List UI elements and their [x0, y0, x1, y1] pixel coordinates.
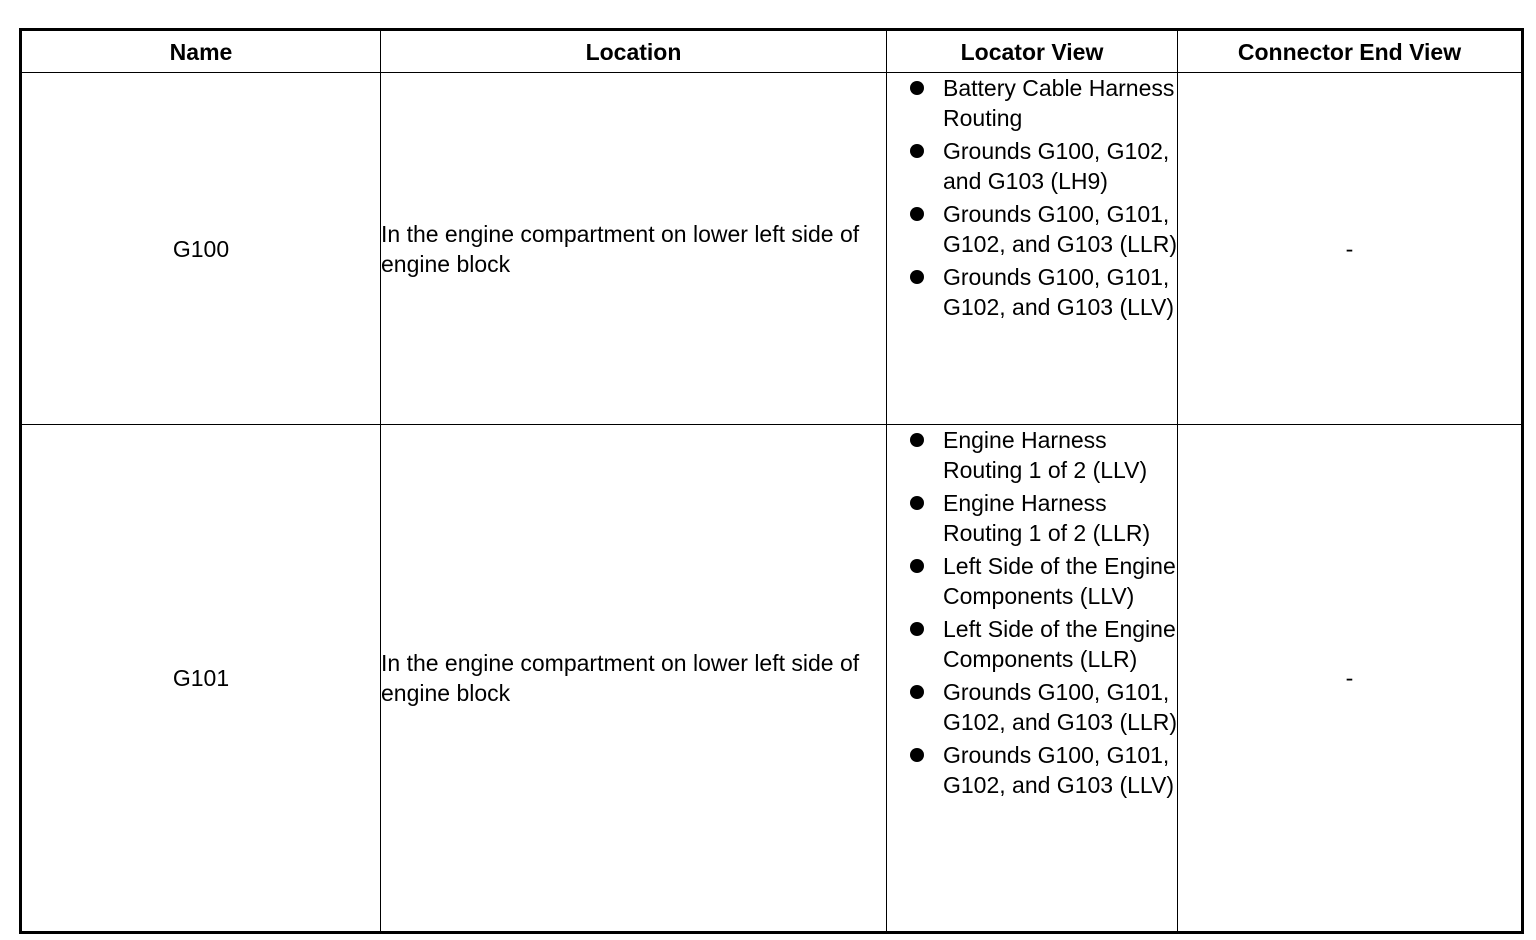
name-cell: G100	[21, 73, 381, 425]
bullet-icon	[910, 496, 924, 510]
connector-end-view-cell: -	[1178, 425, 1523, 933]
locator-view-list	[887, 425, 1177, 800]
connector-end-view-cell: -	[1178, 73, 1523, 425]
locator-view-list	[887, 73, 1177, 322]
bullet-icon	[910, 207, 924, 221]
name-cell: G101	[21, 425, 381, 933]
bullet-icon	[910, 433, 924, 447]
header-row	[21, 30, 1523, 73]
locator-view-cell	[887, 425, 1178, 933]
list-item	[887, 677, 1177, 737]
locator-link[interactable]: Grounds G100, G101, G102, and G103 (LLR)	[943, 201, 1177, 257]
bullet-icon	[910, 559, 924, 573]
table-row-g100	[21, 73, 1523, 425]
list-item	[887, 425, 1177, 485]
locator-view-cell	[887, 73, 1178, 425]
header-connector-end-view: Connector End View	[1178, 30, 1523, 73]
locator-link[interactable]: Engine Harness Routing 1 of 2 (LLR)	[943, 490, 1151, 546]
locator-link[interactable]: Grounds G100, G101, G102, and G103 (LLV)	[943, 742, 1174, 798]
bullet-icon	[910, 622, 924, 636]
list-item	[887, 740, 1177, 800]
locator-link[interactable]: Left Side of the Engine Components (LLR)	[943, 616, 1176, 672]
header-location: Location	[381, 30, 887, 73]
list-item	[887, 488, 1177, 548]
locator-link[interactable]: Left Side of the Engine Components (LLV)	[943, 553, 1176, 609]
bullet-icon	[910, 144, 924, 158]
header-name: Name	[21, 30, 381, 73]
header-locator-view: Locator View	[887, 30, 1178, 73]
location-cell: In the engine compartment on lower left side of engine block	[381, 73, 887, 425]
bullet-icon	[910, 685, 924, 699]
list-item	[887, 614, 1177, 674]
table-row-g101	[21, 425, 1523, 933]
ground-locations-table	[19, 28, 1524, 934]
location-cell: In the engine compartment on lower left side of engine block	[381, 425, 887, 933]
list-item	[887, 73, 1177, 133]
locator-link[interactable]: Battery Cable Harness Routing	[943, 75, 1175, 131]
locator-link[interactable]: Grounds G100, G102, and G103 (LH9)	[943, 138, 1170, 194]
list-item	[887, 262, 1177, 322]
list-item	[887, 136, 1177, 196]
bullet-icon	[910, 81, 924, 95]
bullet-icon	[910, 270, 924, 284]
bullet-icon	[910, 748, 924, 762]
locator-link[interactable]: Engine Harness Routing 1 of 2 (LLV)	[943, 427, 1148, 483]
locator-link[interactable]: Grounds G100, G101, G102, and G103 (LLV)	[943, 264, 1174, 320]
list-item	[887, 551, 1177, 611]
locator-link[interactable]: Grounds G100, G101, G102, and G103 (LLR)	[943, 679, 1177, 735]
list-item	[887, 199, 1177, 259]
